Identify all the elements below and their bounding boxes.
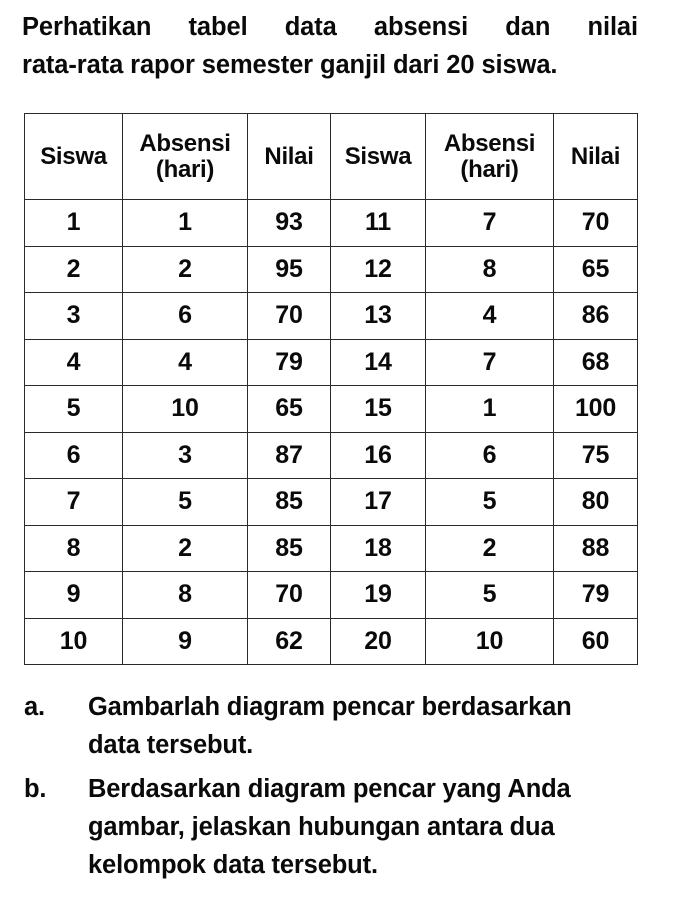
table-cell: 2 [426, 525, 554, 572]
prompt-line-2: rata-rata rapor semester ganjil dari 20 siswa. [22, 51, 558, 79]
question-line: data tersebut. [88, 731, 254, 759]
table-cell: 87 [248, 432, 331, 479]
table-cell: 5 [123, 479, 248, 526]
table-row [25, 525, 638, 572]
table-cell: 68 [554, 339, 638, 386]
table-cell: 79 [248, 339, 331, 386]
table-cell: 13 [331, 293, 426, 340]
column-header-siswa-1 [25, 114, 123, 200]
question-line: gambar, jelaskan hubungan antara dua [88, 813, 555, 841]
table-cell: 8 [123, 572, 248, 619]
column-header-absensi-1 [123, 114, 248, 200]
table-cell: 86 [554, 293, 638, 340]
question-item-b [24, 770, 644, 884]
table-cell: 85 [248, 525, 331, 572]
table-cell: 4 [25, 339, 123, 386]
table-cell: 4 [426, 293, 554, 340]
table-row [25, 200, 638, 247]
table-cell: 100 [554, 386, 638, 433]
header-main: Absensi [139, 129, 231, 157]
question-marker: b. [24, 775, 47, 803]
table-cell: 7 [426, 200, 554, 247]
data-table-container [24, 113, 637, 665]
question-line: kelompok data tersebut. [88, 851, 378, 879]
table-cell: 1 [426, 386, 554, 433]
question-item-a [24, 688, 644, 764]
header-sub: (hari) [155, 155, 215, 183]
table-cell: 10 [426, 618, 554, 665]
header-main: Nilai [264, 142, 314, 170]
table-cell: 8 [426, 246, 554, 293]
table-cell: 7 [25, 479, 123, 526]
table-cell: 9 [25, 572, 123, 619]
table-body [25, 200, 638, 665]
table-row [25, 618, 638, 665]
prompt-line-1 [22, 8, 638, 46]
question-line: Berdasarkan diagram pencar yang Anda [88, 775, 571, 803]
table-cell: 70 [248, 293, 331, 340]
header-main: Siswa [344, 142, 412, 170]
table-row [25, 386, 638, 433]
table-cell: 60 [554, 618, 638, 665]
table-cell: 88 [554, 525, 638, 572]
table-cell: 1 [123, 200, 248, 247]
table-header-row [25, 114, 638, 200]
prompt-word: Perhatikan [22, 13, 152, 41]
table-cell: 14 [331, 339, 426, 386]
table-cell: 75 [554, 432, 638, 479]
header-main: Siswa [40, 142, 107, 170]
table-cell: 2 [123, 246, 248, 293]
table-cell: 10 [123, 386, 248, 433]
table-cell: 11 [331, 200, 426, 247]
table-row [25, 572, 638, 619]
table-cell: 65 [554, 246, 638, 293]
table-row [25, 479, 638, 526]
prompt-word: tabel [188, 13, 248, 41]
table-cell: 70 [554, 200, 638, 247]
table-cell: 79 [554, 572, 638, 619]
table-cell: 65 [248, 386, 331, 433]
question-text [88, 770, 644, 884]
table-row [25, 246, 638, 293]
header-main: Absensi [443, 129, 536, 157]
prompt-word: nilai [587, 13, 638, 41]
table-cell: 3 [123, 432, 248, 479]
table-cell: 12 [331, 246, 426, 293]
prompt-word: dan [505, 13, 551, 41]
table-cell: 3 [25, 293, 123, 340]
question-line: Gambarlah diagram pencar berdasarkan [88, 693, 572, 721]
table-row [25, 293, 638, 340]
header-main: Nilai [570, 142, 621, 170]
prompt-word: absensi [373, 13, 469, 41]
table-cell: 18 [331, 525, 426, 572]
table-cell: 10 [25, 618, 123, 665]
absensi-nilai-table [24, 113, 638, 665]
column-header-siswa-2 [331, 114, 426, 200]
table-cell: 16 [331, 432, 426, 479]
table-cell: 93 [248, 200, 331, 247]
table-cell: 6 [25, 432, 123, 479]
table-head [25, 114, 638, 200]
table-cell: 70 [248, 572, 331, 619]
table-cell: 9 [123, 618, 248, 665]
table-cell: 6 [123, 293, 248, 340]
table-cell: 4 [123, 339, 248, 386]
table-cell: 1 [25, 200, 123, 247]
table-row [25, 339, 638, 386]
table-cell: 80 [554, 479, 638, 526]
prompt-word: data [284, 13, 337, 41]
question-text [88, 688, 644, 764]
column-header-nilai-2 [554, 114, 638, 200]
table-cell: 19 [331, 572, 426, 619]
table-cell: 6 [426, 432, 554, 479]
table-cell: 5 [426, 479, 554, 526]
question-list [24, 688, 644, 890]
table-cell: 2 [25, 246, 123, 293]
table-cell: 2 [123, 525, 248, 572]
table-row [25, 432, 638, 479]
table-cell: 85 [248, 479, 331, 526]
table-cell: 95 [248, 246, 331, 293]
question-marker: a. [24, 693, 45, 721]
column-header-nilai-1 [248, 114, 331, 200]
table-cell: 62 [248, 618, 331, 665]
table-cell: 5 [25, 386, 123, 433]
table-cell: 17 [331, 479, 426, 526]
column-header-absensi-2 [426, 114, 554, 200]
table-cell: 7 [426, 339, 554, 386]
table-cell: 5 [426, 572, 554, 619]
table-cell: 15 [331, 386, 426, 433]
header-sub: (hari) [460, 155, 519, 183]
prompt-paragraph [22, 8, 638, 84]
table-cell: 20 [331, 618, 426, 665]
table-cell: 8 [25, 525, 123, 572]
